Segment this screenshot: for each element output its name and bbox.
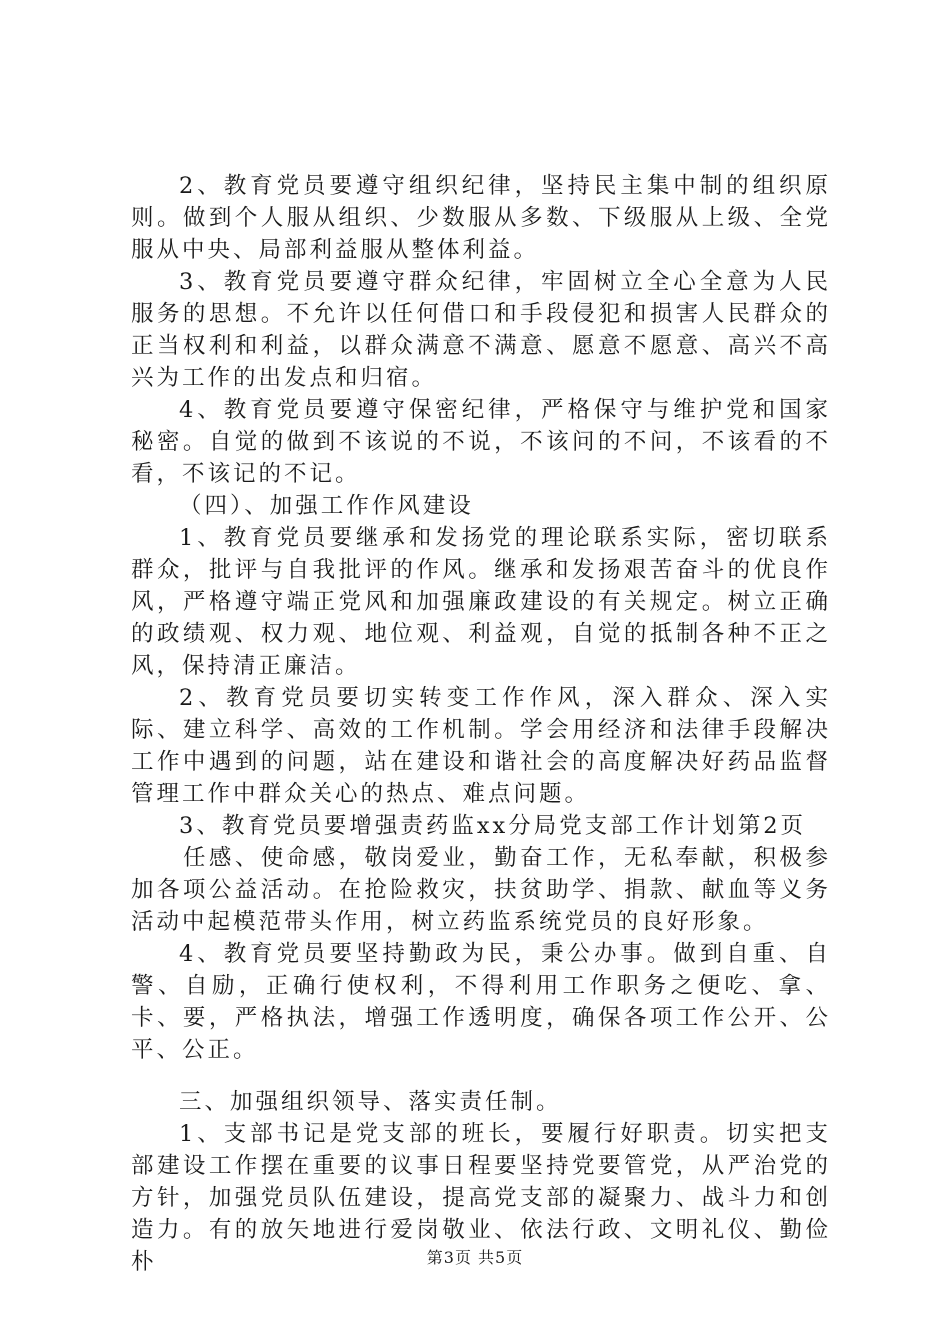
paragraph-discipline-masses: 3、教育党员要遵守群众纪律，牢固树立全心全意为人民服务的思想。不允许以任何借口和手段侵犯和损害人民群众的正当权利和利益，以群众满意不满意、愿意不愿意、高兴不高兴为工作的出发点和归宿。 xyxy=(131,269,831,391)
page-footer: 第3页 共5页 xyxy=(426,1248,524,1267)
document-body xyxy=(131,170,831,1278)
paragraph-discipline-secrecy: 4、教育党员要遵守保密纪律，严格保守与维护党和国家秘密。自觉的做到不该说的不说，不该问的不问，不该看的不看，不该记的不记。 xyxy=(131,397,831,487)
section-heading-work-style: （四）、加强工作作风建设 xyxy=(179,493,474,519)
paragraph-leadership-1: 1、支部书记是党支部的班长，要履行好职责。切实把支部建设工作摆在重要的议事日程要坚持党要管党，从严治党的方针，加强党员队伍建设，提高党支部的凝聚力、战斗力和创造力。有的放矢地进行爱岗敬业、依法行政、文明礼仪、勤俭朴 xyxy=(131,1121,831,1275)
paragraph-work-style-4: 4、教育党员要坚持勤政为民，秉公办事。做到自重、自警、自励，正确行使权利，不得利用工作职务之便吃、拿、卡、要，严格执法，增强工作透明度，确保各项工作公开、公平、公正。 xyxy=(131,941,831,1063)
paragraph-work-style-2: 2、教育党员要切实转变工作作风，深入群众、深入实际、建立科学、高效的工作机制。学会用经济和法律手段解决工作中遇到的问题，站在建设和谐社会的高度解决好药品监督管理工作中群众关心的热点、难点问题。 xyxy=(131,685,831,807)
section-heading-leadership: 三、加强组织领导、落实责任制。 xyxy=(179,1089,562,1115)
paragraph-work-style-1: 1、教育党员要继承和发扬党的理论联系实际，密切联系群众，批评与自我批评的作风。继承和发扬艰苦奋斗的优良作风，严格遵守端正党风和加强廉政建设的有关规定。树立正确的政绩观、权力观、地位观、利益观，自觉的抵制各种不正之风，保持清正廉洁。 xyxy=(131,525,831,679)
paragraph-work-style-3-continued: 任感、使命感，敬岗爱业，勤奋工作，无私奉献，积极参加各项公益活动。在抢险救灾，扶贫助学、捐款、献血等义务活动中起模范带头作用，树立药监系统党员的良好形象。 xyxy=(131,845,831,935)
paragraph-discipline-organization: 2、教育党员要遵守组织纪律，坚持民主集中制的组织原则。做到个人服从组织、少数服从多数、下级服从上级、全党服从中央、局部利益服从整体利益。 xyxy=(131,173,831,263)
paragraph-work-style-3-start: 3、教育党员要增强责药监xx分局党支部工作计划第2页 xyxy=(179,813,807,839)
paragraph-gap xyxy=(131,1066,831,1086)
